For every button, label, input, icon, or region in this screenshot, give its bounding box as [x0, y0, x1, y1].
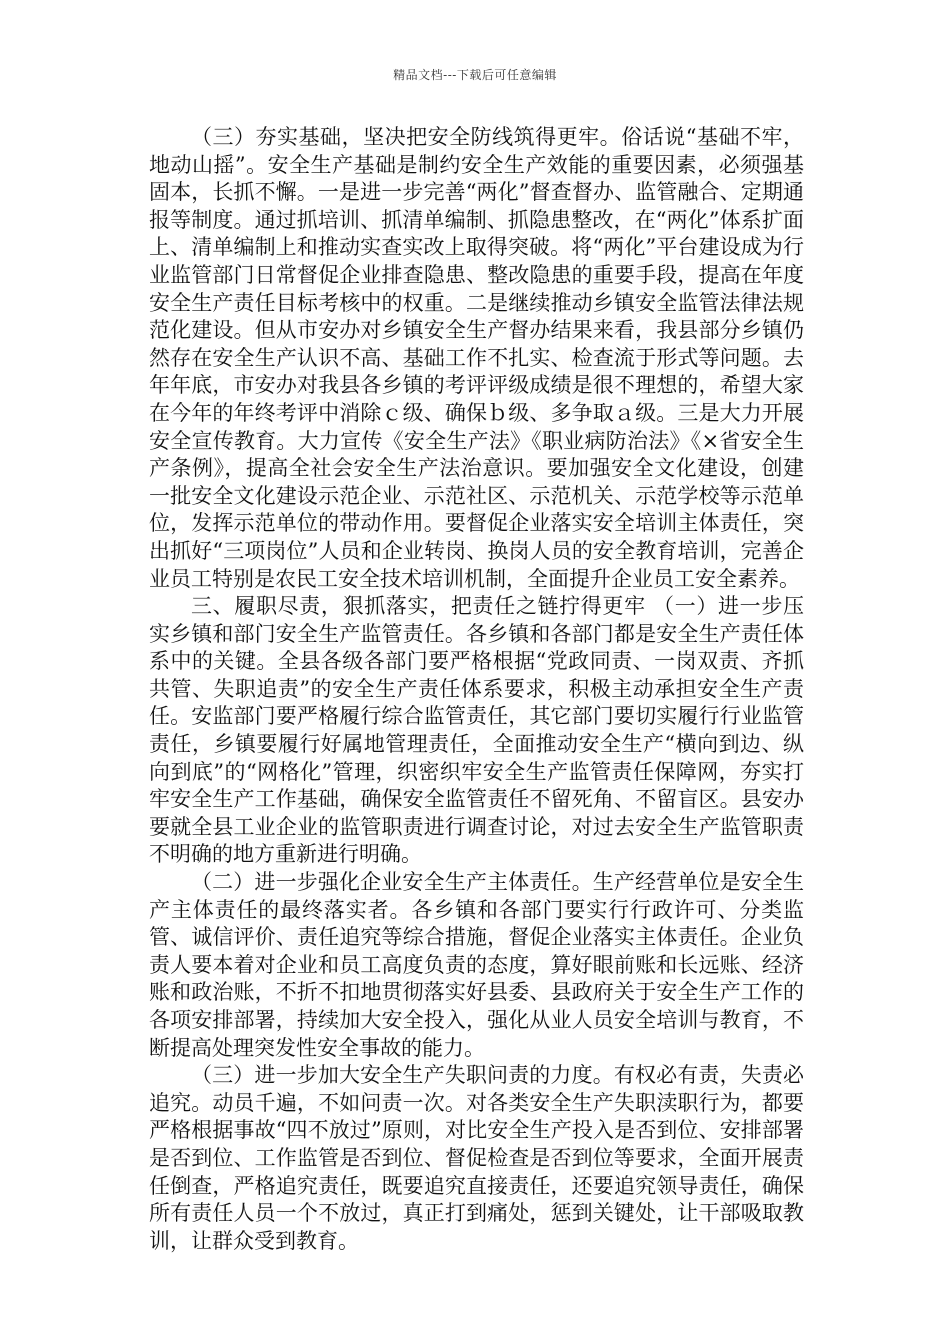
- paragraph-section-three-part-one: 三、履职尽责，狠抓落实，把责任之链拧得更牢 （一）进一步压实乡镇和部门安全生产监管责任。各乡镇和各部门都是安全生产责任体系中的关键。全县各级各部门要严格根据“党政同责、一岗双责、齐抓共管、失职追责”的安全生产责任体系要求，积极主动承担安全生产责任。安监部门要严格履行综合监管责任，其它部门要切实履行行业监管责任，乡镇要履行好属地管理责任，全面推动安全生产“横向到边、纵向到底”的“网格化”管理，织密织牢安全生产监管责任保障网，夯实打牢安全生产工作基础，确保安全监管责任不留死角、不留盲区。县安办要就全县工业企业的监管职责进行调查讨论，对过去安全生产监管职责不明确的地方重新进行明确。: [149, 594, 804, 867]
- paragraph-enterprise-responsibility: （二）进一步强化企业安全生产主体责任。生产经营单位是安全生产主体责任的最终落实者。各乡镇和各部门要实行行政许可、分类监管、诚信评价、责任追究等综合措施，督促企业落实主体责任。企业负责人要本着对企业和员工高度负责的态度，算好眼前账和长远账、经济账和政治账，不折不扣地贯彻落实好县委、县政府关于安全生产工作的各项安排部署，持续加大安全投入，强化从业人员安全培训与教育，不断提高处理突发性安全事故的能力。: [149, 870, 804, 1060]
- paragraph-consolidate-foundation: （三）夯实基础，坚决把安全防线筑得更牢。俗话说“基础不牢，地动山摇”。安全生产基础是制约安全生产效能的重要因素，必须强基固本，长抓不懈。一是进一步完善“两化”督查督办、监管融合、定期通报等制度。通过抓培训、抓清单编制、抓隐患整改，在“两化”体系扩面上、清单编制上和推动实查实改上取得突破。将“两化”平台建设成为行业监管部门日常督促企业排查隐患、整改隐患的重要手段，提高在年度安全生产责任目标考核中的权重。二是继续推动乡镇安全监管法律法规范化建设。但从市安办对乡镇安全生产督办结果来看，我县部分乡镇仍然存在安全生产认识不高、基础工作不扎实、检查流于形式等问题。去年年底，市安办对我县各乡镇的考评评级成绩是很不理想的，希望大家在今年的年终考评中消除ｃ级、确保ｂ级、多争取ａ级。三是大力开展安全宣传教育。大力宣传《安全生产法》《职业病防治法》《×省安全生产条例》，提高全社会安全生产法治意识。要加强安全文化建设，创建一批安全文化建设示范企业、示范社区、示范机关、示范学校等示范单位，发挥示范单位的带动作用。要督促企业落实安全培训主体责任，突出抓好“三项岗位”人员和企业转岗、换岗人员的安全教育培训，完善企业员工特别是农民工安全技术培训机制，全面提升企业员工安全素养。: [149, 125, 804, 591]
- paragraph-accountability: （三）进一步加大安全生产失职问责的力度。有权必有责，失责必追究。动员千遍，不如问责一次。对各类安全生产失职渎职行为，都要严格根据事故“四不放过”原则，对比安全生产投入是否到位、安排部署是否到位、工作监管是否到位、督促检查是否到位等要求，全面开展责任倒查，严格追究责任，既要追究直接责任，还要追究领导责任，确保所有责任人员一个不放过，真正打到痛处，惩到关键处，让干部吸取教训，让群众受到教育。: [149, 1063, 804, 1253]
- document-body: [149, 124, 804, 1255]
- page-header: 精品文档---下载后可任意编辑: [393, 68, 557, 82]
